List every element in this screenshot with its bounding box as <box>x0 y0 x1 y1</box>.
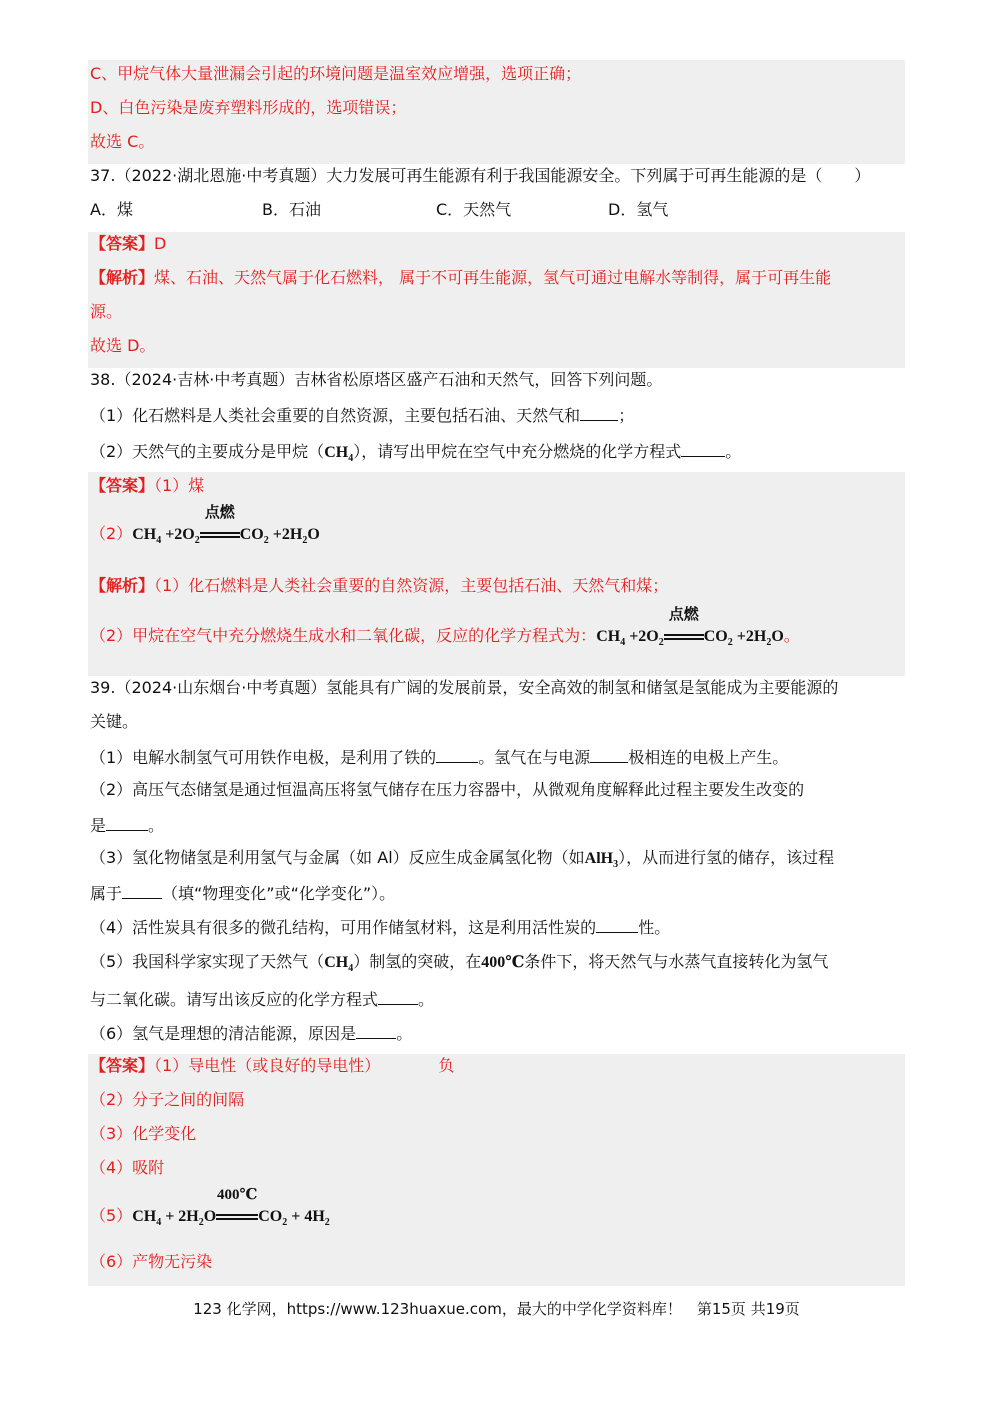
analysis-tag: 【解析】 <box>90 576 155 595</box>
q38-part-2-text: （2）天然气的主要成分是甲烷（ <box>90 442 325 461</box>
q37-answer <box>90 232 166 256</box>
q37-option-c: C．天然气 <box>436 200 512 219</box>
q38-part-1-end: ； <box>618 406 635 425</box>
page-footer: 123 化学网，https://www.123huaxue.com，最大的中学化学资料库！ 第15页 共19页 <box>193 1300 800 1318</box>
q39-part-5-text-b: ）制氢的突破，在 <box>353 952 482 971</box>
reforming-equation: $CH_4 + 2H_2O$ 400℃ $CO_2 + 4H_2$ <box>132 1208 330 1225</box>
q39-stem-2: 关键。 <box>90 712 139 731</box>
prev-analysis-c: C、甲烷气体大量泄漏会引起的环境问题是温室效应增强，选项正确； <box>90 64 582 83</box>
q39-part-1-text-b: 。氢气在与电源 <box>478 748 591 767</box>
q38-answer-1 <box>90 474 204 498</box>
answer-tag: 【答案】 <box>90 234 155 253</box>
q39-part-1-text-c: 极相连的电极上产生。 <box>628 748 789 767</box>
reaction-condition: 点燃 <box>668 607 699 623</box>
q39-part-6-end: 。 <box>396 1024 413 1043</box>
q37-option-d: D．氢气 <box>608 200 669 219</box>
q39-answer-2: （2）分子之间的间隔 <box>90 1090 245 1109</box>
q38-analysis-1 <box>90 574 668 598</box>
q39-answer-5 <box>90 1187 330 1235</box>
q39-part-3-cont <box>90 880 395 906</box>
answer-blank <box>681 438 725 457</box>
answer-blank <box>106 812 148 831</box>
analysis-tag: 【解析】 <box>90 268 155 287</box>
q37-option-a: A．煤 <box>90 200 133 219</box>
q38-analysis-2-end: 。 <box>783 626 800 645</box>
q39-part-4-end: 性。 <box>638 918 671 937</box>
q39-part-4 <box>90 914 670 940</box>
answer-blank <box>436 744 478 763</box>
reaction-condition: 点燃 <box>204 505 235 521</box>
q38-part-2-text-b: ），请写出甲烷在空气中充分燃烧的化学方程式 <box>353 442 682 461</box>
q39-answer-1-text-b: 负 <box>438 1056 455 1075</box>
answer-blank <box>580 402 618 421</box>
answer-tag: 【答案】 <box>90 1056 155 1075</box>
q37-analysis-text-1: 煤、石油、天然气属于化石燃料， 属于不可再生能源，氢气可通过电解水等制得，属于可再生能 <box>154 268 832 287</box>
combustion-equation: $CH_4 +2O_2$ 点燃 $CO_2 +2H_2O$ <box>132 526 320 543</box>
q39-answer-3: （3）化学变化 <box>90 1124 197 1143</box>
q39-answer-1 <box>90 1054 454 1078</box>
q37-choice: 故选 D。 <box>90 336 156 355</box>
answer-block-37 <box>88 232 905 368</box>
q39-part-2-end: 。 <box>148 816 165 835</box>
methane-formula: $CH_4$ <box>324 954 354 975</box>
q38-analysis-2-text: （2）甲烷在空气中充分燃烧生成水和二氧化碳，反应的化学方程式为： <box>90 626 597 645</box>
q39-part-4-text: （4）活性炭具有很多的微孔结构，可用作储氢材料，这是利用活性炭的 <box>90 918 597 937</box>
answer-blank <box>356 1020 396 1039</box>
q38-analysis-1-text: （1）化石燃料是人类社会重要的自然资源，主要包括石油、天然气和煤； <box>154 576 669 595</box>
q39-part-3-text-c: 属于 <box>90 884 123 903</box>
q39-part-3-text: （3）氢化物储氢是利用氢气与金属（如 Al）反应生成金属氢化物（如 <box>90 848 585 867</box>
q38-analysis-2 <box>90 607 800 655</box>
q39-part-3-text-b: ），从而进行氢的储存，该过程 <box>618 848 835 867</box>
prev-choice: 故选 C。 <box>90 132 155 151</box>
q39-part-6-text: （6）氢气是理想的清洁能源，原因是 <box>90 1024 357 1043</box>
q39-part-1 <box>90 744 788 770</box>
q38-part-1-text: （1）化石燃料是人类社会重要的自然资源，主要包括石油、天然气和 <box>90 406 581 425</box>
prev-analysis-d: D、白色污染是废弃塑料形成的，选项错误； <box>90 98 407 117</box>
q38-part-1 <box>90 402 634 428</box>
answer-blank <box>122 880 162 899</box>
q38-answer-2-label: （2） <box>90 524 133 543</box>
answer-blank <box>596 914 638 933</box>
answer-blank <box>378 986 418 1005</box>
q39-part-2-text-b: 是 <box>90 816 107 835</box>
q37-analysis <box>90 266 831 290</box>
q37-stem: 37.（2022·湖北恩施·中考真题）大力发展可再生能源有利于我国能源安全。下列属于可再生能源的是（ ） <box>90 166 871 185</box>
reaction-temperature: 400℃ <box>481 954 525 971</box>
q39-answer-4: （4）吸附 <box>90 1158 165 1177</box>
q38-stem: 38.（2024·吉林·中考真题）吉林省松原塔区盛产石油和天然气，回答下列问题。 <box>90 370 663 389</box>
q39-part-2: （2）高压气态储氢是通过恒温高压将氢气储存在压力容器中，从微观角度解释此过程主要发生改变的 <box>90 780 805 799</box>
q39-part-1-text: （1）电解水制氢气可用铁作电极，是利用了铁的 <box>90 748 437 767</box>
q39-answer-6: （6）产物无污染 <box>90 1252 213 1271</box>
q39-stem-1: 39.（2024·山东烟台·中考真题）氢能具有广阔的发展前景，安全高效的制氢和储氢是氢能成为主要能源的 <box>90 678 839 697</box>
q39-answer-5-label: （5） <box>90 1206 133 1225</box>
q39-part-3 <box>90 846 834 877</box>
answer-blank <box>590 744 628 763</box>
methane-formula: $CH_4$ <box>324 444 354 465</box>
q39-part-5-text-c: 条件下，将天然气与水蒸气直接转化为氢气 <box>524 952 829 971</box>
q39-part-6 <box>90 1020 412 1046</box>
answer-tag: 【答案】 <box>90 476 155 495</box>
q38-answer-2 <box>90 505 320 553</box>
q37-option-b: B．石油 <box>262 200 321 219</box>
q38-part-2-end: 。 <box>725 442 742 461</box>
q39-part-5 <box>90 950 828 981</box>
q37-analysis-text-2: 源。 <box>90 302 123 321</box>
reaction-condition: 400℃ <box>216 1187 258 1203</box>
q39-part-5-end: 。 <box>418 990 435 1009</box>
q39-part-5-text-d: 与二氧化碳。请写出该反应的化学方程式 <box>90 990 379 1009</box>
q37-answer-value: D <box>154 234 167 253</box>
aluminium-hydride-formula: AlH$_3$ <box>584 850 619 871</box>
q39-part-2-cont <box>90 812 164 838</box>
q39-part-5-cont <box>90 986 434 1012</box>
combustion-equation: $CH_4 +2O_2$ 点燃 $CO_2 +2H_2O$ <box>596 628 784 645</box>
q38-answer-1-text: （1）煤 <box>154 476 205 495</box>
q39-answer-1-text: （1）导电性（或良好的导电性） <box>154 1056 381 1075</box>
q38-part-2 <box>90 438 741 471</box>
q39-part-3-text-d: （填“物理变化”或“化学变化”）。 <box>162 884 396 903</box>
q39-part-5-text: （5）我国科学家实现了天然气（ <box>90 952 325 971</box>
